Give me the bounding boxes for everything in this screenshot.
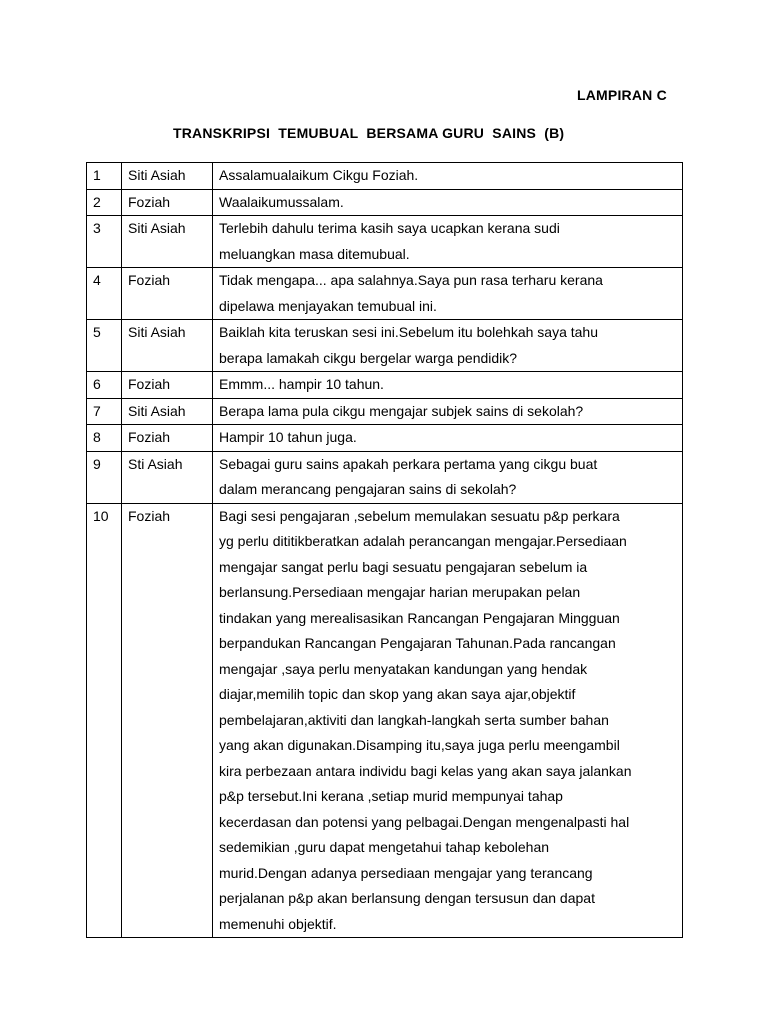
utterance [213,372,683,399]
row-number: 3 [87,216,122,268]
utterance-line: Tidak mengapa... apa salahnya.Saya pun rasa terharu kerana [219,272,603,288]
speaker-name: Siti Asiah [122,163,213,190]
utterance [213,189,683,216]
row-number: 9 [87,451,122,503]
row-number: 10 [87,503,122,938]
speaker-name: Siti Asiah [122,398,213,425]
speaker-name: Foziah [122,268,213,320]
utterance-line: Waalaikumussalam. [219,193,344,210]
utterance-line: sedemikian ,guru dapat mengetahui tahap kebolehan [219,839,550,855]
row-number: 4 [87,268,122,320]
table-row [87,268,683,320]
transcript-table [86,162,683,938]
table-row [87,503,683,938]
row-number: 6 [87,372,122,399]
utterance-line: memenuhi objektif. [219,915,337,932]
utterance-line: Bagi sesi pengajaran ,sebelum memulakan sesuatu p&p perkara [219,507,620,524]
utterance-line: Sebagai guru sains apakah perkara pertama yang cikgu buat [219,455,598,472]
utterance-line: p&p tersebut.Ini kerana ,setiap murid mempunyai tahap [219,788,563,804]
utterance-line: murid.Dengan adanya persediaan mengajar yang terancang [219,864,593,881]
utterance-line: Terlebih dahulu terima kasih saya ucapkan kerana sudi [219,220,560,236]
utterance-line: Hampir 10 tahun juga. [219,429,357,445]
speaker-name: Foziah [122,189,213,216]
appendix-label: LAMPIRAN C [577,87,667,103]
speaker-name: Sti Asiah [122,451,213,503]
utterance-line: mengajar ,saya perlu menyatakan kandungan yang hendak [219,660,588,677]
utterance [213,268,683,320]
utterance-line: kira perbezaan antara individu bagi kelas yang akan saya jalankan [219,762,632,779]
table-row [87,320,683,372]
page-title: TRANSKRIPSI TEMUBUAL BERSAMA GURU SAINS (B) [173,125,565,141]
row-number: 7 [87,398,122,425]
table-row [87,372,683,399]
table-row [87,398,683,425]
utterance [213,503,683,938]
speaker-name: Foziah [122,425,213,452]
utterance-line: diajar,memilih topic dan skop yang akan saya ajar,objektif [219,686,576,702]
utterance-line: dalam merancang pengajaran sains di sekolah? [219,481,517,497]
utterance [213,163,683,190]
speaker-name: Siti Asiah [122,320,213,372]
utterance-line: Berapa lama pula cikgu mengajar subjek sains di sekolah? [219,402,584,419]
utterance [213,398,683,425]
table-row [87,216,683,268]
utterance-line: kecerdasan dan potensi yang pelbagai.Dengan mengenalpasti hal [219,813,630,830]
utterance-line: Assalamualaikum Cikgu Foziah. [219,167,419,183]
utterance [213,451,683,503]
table-row [87,451,683,503]
speaker-name: Foziah [122,372,213,399]
utterance-line: tindakan yang merealisasikan Rancangan Pengajaran Mingguan [219,609,620,626]
utterance-line: meluangkan masa ditemubual. [219,245,410,262]
utterance-line: berpandukan Rancangan Pengajaran Tahunan.Pada rancangan [219,635,616,651]
row-number: 2 [87,189,122,216]
utterance-line: yg perlu dititikberatkan adalah perancangan mengajar.Persediaan [219,533,627,549]
table-row [87,163,683,190]
utterance-line: yang akan digunakan.Disamping itu,saya juga perlu meengambil [219,737,620,753]
row-number: 5 [87,320,122,372]
utterance-line: berlansung.Persediaan mengajar harian merupakan pelan [219,584,581,600]
utterance [213,320,683,372]
table-row [87,189,683,216]
utterance-line: dipelawa menjayakan temubual ini. [219,297,437,314]
transcript-body [87,163,683,938]
utterance-line: berapa lamakah cikgu bergelar warga pendidik? [219,349,518,366]
utterance-line: perjalanan p&p akan berlansung dengan tersusun dan dapat [219,890,595,906]
speaker-name: Foziah [122,503,213,938]
row-number: 1 [87,163,122,190]
utterance-line: mengajar sangat perlu bagi sesuatu pengajaran sebelum ia [219,558,588,575]
utterance-line: Emmm... hampir 10 tahun. [219,376,384,392]
row-number: 8 [87,425,122,452]
utterance [213,216,683,268]
utterance-line: Baiklah kita teruskan sesi ini.Sebelum itu bolehkah saya tahu [219,324,598,340]
table-row [87,425,683,452]
speaker-name: Siti Asiah [122,216,213,268]
utterance-line: pembelajaran,aktiviti dan langkah-langkah serta sumber bahan [219,711,609,728]
utterance [213,425,683,452]
